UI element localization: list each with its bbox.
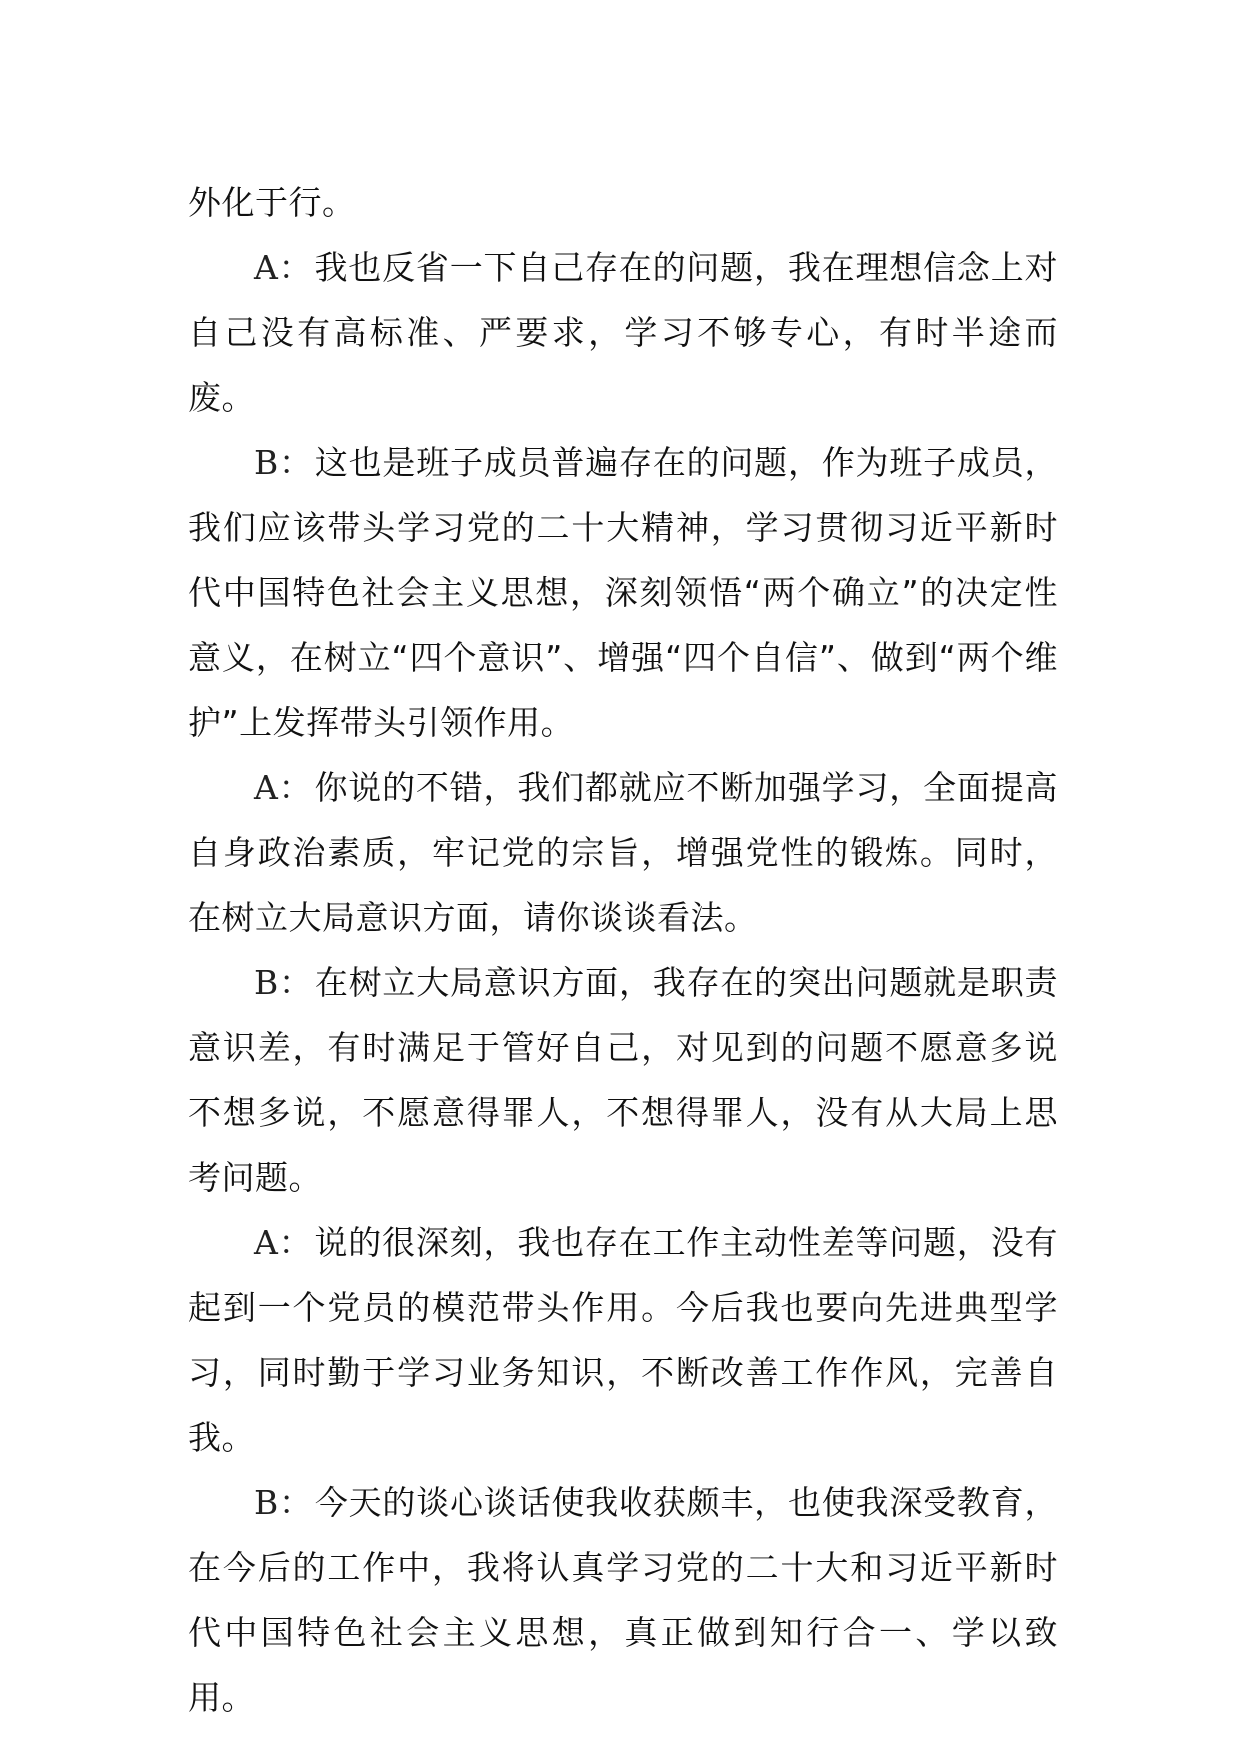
speaker-label: B：: [254, 1483, 313, 1522]
paragraph-text: 我也反省一下自己存在的问题，我在理想信念上对自己没有高标准、严要求，学习不够专心，有时半途而废。: [188, 248, 1059, 417]
dialogue-paragraph-b: [188, 1470, 1058, 1730]
document-page: [188, 170, 1058, 1730]
dialogue-paragraph-b: [188, 430, 1058, 755]
paragraph-text: 外化于行。: [188, 183, 356, 222]
paragraph-text: 在树立大局意识方面，我存在的突出问题就是职责意识差，有时满足于管好自己，对见到的问题不愿意多说不想多说，不愿意得罪人，不想得罪人，没有从大局上思考问题。: [188, 963, 1058, 1197]
speaker-label: A：: [254, 1223, 313, 1262]
dialogue-paragraph-a: [188, 1210, 1058, 1470]
speaker-label: A：: [254, 768, 313, 807]
paragraph-text: 今天的谈心谈话使我收获颇丰，也使我深受教育，在今后的工作中，我将认真学习党的二十大和习近平新时代中国特色社会主义思想，真正做到知行合一、学以致用。: [188, 1483, 1058, 1717]
paragraph-text: 你说的不错，我们都就应不断加强学习，全面提高自身政治素质，牢记党的宗旨，增强党性的锻炼。同时，在树立大局意识方面，请你谈谈看法。: [188, 768, 1059, 937]
dialogue-paragraph-a: [188, 235, 1058, 430]
paragraph-continuation: [188, 170, 1058, 235]
paragraph-text: 说的很深刻，我也存在工作主动性差等问题，没有起到一个党员的模范带头作用。今后我也要向先进典型学习，同时勤于学习业务知识，不断改善工作作风，完善自我。: [188, 1223, 1059, 1457]
speaker-label: B：: [254, 963, 313, 1002]
dialogue-paragraph-b: [188, 950, 1058, 1210]
dialogue-paragraph-a: [188, 755, 1058, 950]
speaker-label: A：: [254, 248, 313, 287]
paragraph-text: 这也是班子成员普遍存在的问题，作为班子成员，我们应该带头学习党的二十大精神，学习贯彻习近平新时代中国特色社会主义思想，深刻领悟“两个确立”的决定性意义，在树立“四个意识”、增强“四个自信”、做到“两个维护”上发挥带头引领作用。: [188, 443, 1058, 742]
speaker-label: B：: [254, 443, 313, 482]
